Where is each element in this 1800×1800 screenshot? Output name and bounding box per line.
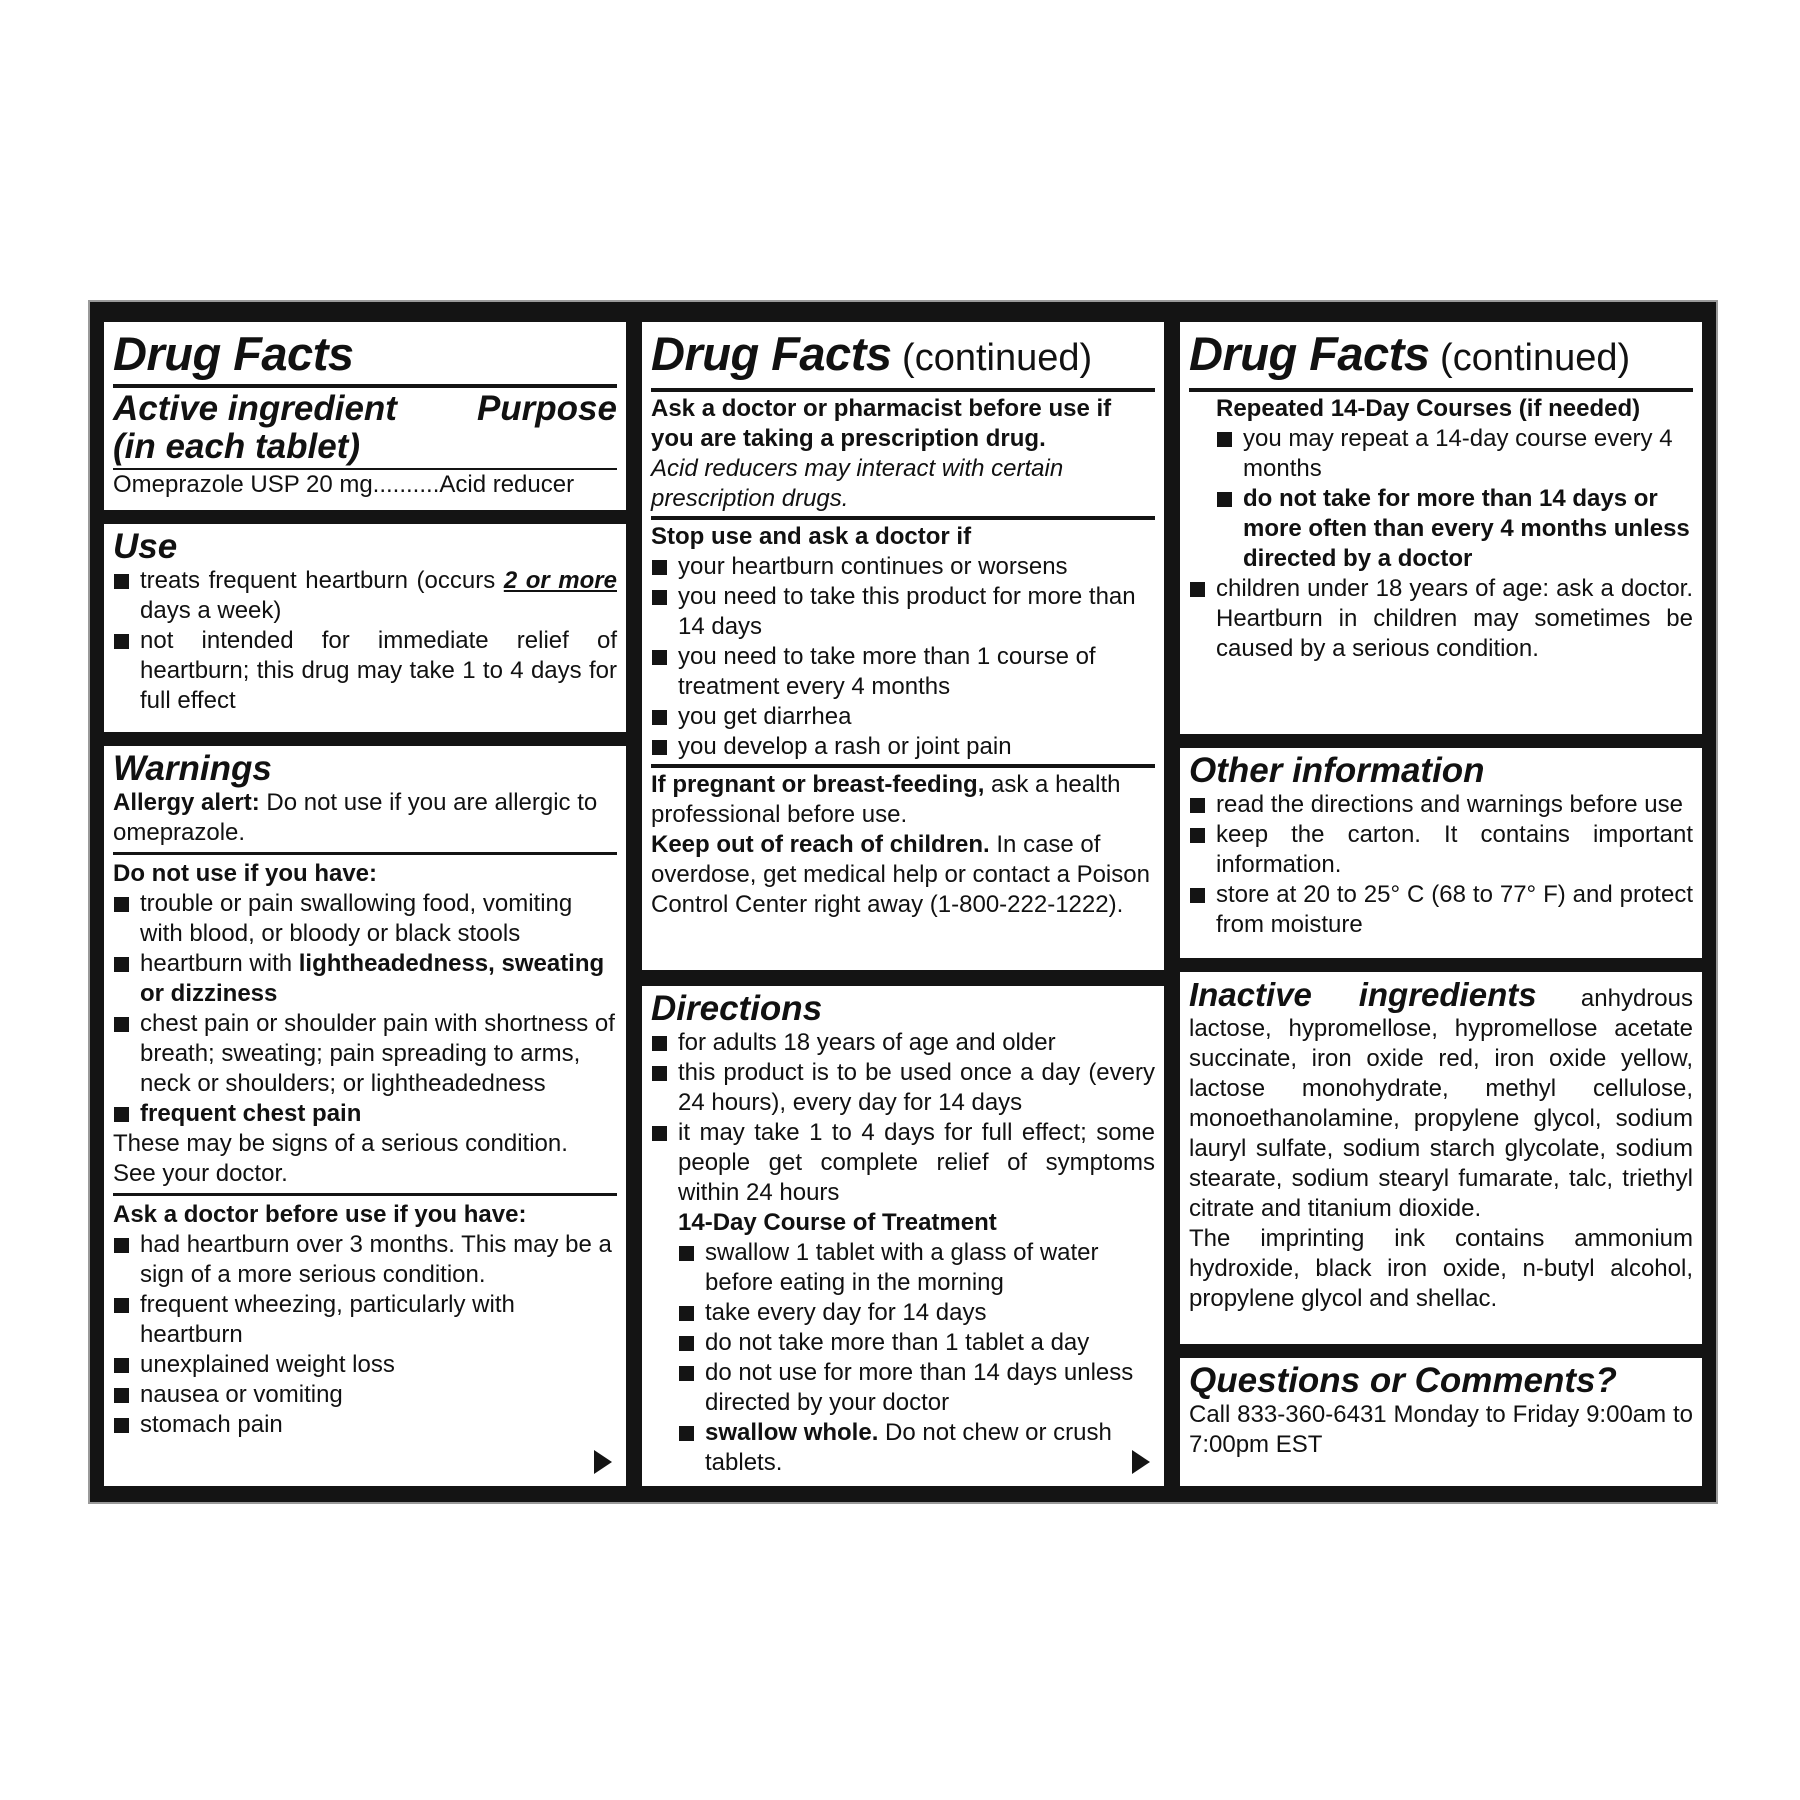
stop-use-heading: Stop use and ask a doctor if (651, 523, 972, 550)
use-heading: Use (113, 527, 178, 566)
list-item: trouble or pain swallowing food, vomiting with blood, or bloody or black stools (113, 889, 617, 949)
divider (113, 852, 617, 855)
use-panel (104, 524, 626, 732)
ask-pharmacist-text: Acid reducers may interact with certain prescription drugs. (651, 455, 1064, 512)
questions-heading: Questions or Comments? (1189, 1361, 1617, 1400)
divider (113, 384, 617, 388)
course-heading: 14-Day Course of Treatment (678, 1209, 997, 1236)
repeated-courses-heading: Repeated 14-Day Courses (if needed) (1216, 395, 1641, 422)
course-list (651, 1238, 1155, 1478)
serious-condition-note: These may be signs of a serious condition. See your doctor. (113, 1130, 568, 1187)
active-ingredient-heading: Active ingredient (113, 389, 397, 428)
list-item: stomach pain (113, 1410, 617, 1440)
questions-text: Call 833-360-6431 Monday to Friday 9:00am to 7:00pm EST (1189, 1401, 1693, 1458)
list-item: heartburn with lightheadedness, sweating or dizziness (113, 949, 617, 1009)
pregnant-note: If pregnant or breast-feeding, ask a health professional before use. (651, 771, 1121, 828)
list-item: your heartburn continues or worsens (651, 552, 1155, 582)
list-item: this product is to be used once a day (every 24 hours), every day for 14 days (651, 1058, 1155, 1118)
list-item: store at 20 to 25° C (68 to 77° F) and protect from moisture (1189, 880, 1693, 940)
active-ingredient-header (113, 390, 617, 466)
ask-doctor-heading: Ask a doctor before use if you have: (113, 1201, 527, 1228)
list-item: keep the carton. It contains important information. (1189, 820, 1693, 880)
list-item: frequent wheezing, particularly with heartburn (113, 1290, 617, 1350)
list-item: treats frequent heartburn (occurs 2 or more days a week) (113, 566, 617, 626)
inactive-ingredients-text: Inactive ingredients anhydrous lactose, hypromellose, hypromellose acetate succinate, iron oxide red, iron oxide yellow, lactose monohydrate, methyl cellulose, monoethanolamine, propylene glycol, sodium lauryl sulfate, sodium starch glycolate, sodium stearate, sodium stearyl fumarate, talc, triethyl citrate and titanium dioxide. (1189, 976, 1693, 1222)
active-ingredient-subheading: (in each tablet) (113, 427, 360, 466)
list-item: had heartburn over 3 months. This may be a sign of a more serious condition. (113, 1230, 617, 1290)
divider (1189, 388, 1693, 392)
drug-facts-title: Drug Facts (113, 327, 354, 380)
list-item: frequent chest pain (113, 1099, 617, 1129)
warnings-heading: Warnings (113, 749, 272, 788)
directions-list (651, 1028, 1155, 1208)
list-item: do not take for more than 14 days or more often than every 4 months unless directed by a doctor (1216, 484, 1693, 574)
other-information-panel (1180, 748, 1702, 958)
do-not-use-list (113, 889, 617, 1129)
ask-pharmacist-heading: Ask a doctor or pharmacist before use if you are taking a prescription drug. (651, 395, 1112, 452)
continue-arrow-icon (594, 1450, 612, 1474)
list-item: take every day for 14 days (678, 1298, 1155, 1328)
list-item: chest pain or shoulder pain with shortness of breath; sweating; pain spreading to arms, neck or shoulders; or lightheadedness (113, 1009, 617, 1099)
drug-facts-label (90, 302, 1716, 1502)
list-item: you develop a rash or joint pain (651, 732, 1155, 762)
list-item: you need to take this product for more than 14 days (651, 582, 1155, 642)
list-item: not intended for immediate relief of heartburn; this drug may take 1 to 4 days for full effect (113, 626, 617, 716)
list-item: do not take more than 1 tablet a day (678, 1328, 1155, 1358)
directions-heading: Directions (651, 989, 823, 1028)
divider (651, 764, 1155, 768)
active-ingredient-line: Omeprazole USP 20 mg..........Acid reducer (113, 471, 575, 498)
children-list (1189, 574, 1693, 664)
drug-facts-continued-title: Drug Facts (continued) (1189, 327, 1631, 380)
repeated-courses-panel (1180, 322, 1702, 734)
other-information-list (1189, 790, 1693, 940)
list-item: swallow whole. Do not chew or crush tablets. (678, 1418, 1155, 1478)
list-item: nausea or vomiting (113, 1380, 617, 1410)
other-information-heading: Other information (1189, 751, 1485, 790)
list-item: you may repeat a 14-day course every 4 months (1216, 424, 1693, 484)
list-item: unexplained weight loss (113, 1350, 617, 1380)
stop-use-list (651, 552, 1155, 762)
purpose-heading: Purpose (476, 389, 617, 428)
inactive-ingredients-panel (1180, 972, 1702, 1344)
do-not-use-heading: Do not use if you have: (113, 860, 378, 887)
keep-out-of-reach-note: Keep out of reach of children. In case of overdose, get medical help or contact a Poison Control Center right away (1-800-222-1222). (651, 831, 1150, 918)
divider (651, 388, 1155, 392)
list-item: children under 18 years of age: ask a doctor. Heartburn in children may sometimes be caused by a serious condition. (1189, 574, 1693, 664)
inactive-ingredients-heading: Inactive ingredients (1189, 976, 1537, 1013)
repeated-courses-list (1189, 424, 1693, 574)
imprinting-ink-text: The imprinting ink contains ammonium hydroxide, black iron oxide, n-butyl alcohol, propylene glycol and shellac. (1189, 1225, 1693, 1312)
list-item: you need to take more than 1 course of treatment every 4 months (651, 642, 1155, 702)
drug-facts-continued-title: Drug Facts (continued) (651, 327, 1093, 380)
list-item: do not use for more than 14 days unless directed by your doctor (678, 1358, 1155, 1418)
warnings-panel (104, 746, 626, 1486)
divider (651, 516, 1155, 520)
divider (113, 1193, 617, 1196)
ask-doctor-pharmacist-panel (642, 322, 1164, 970)
ask-doctor-list (113, 1230, 617, 1440)
use-list (113, 566, 617, 716)
active-ingredient-panel (104, 322, 626, 510)
questions-panel (1180, 1358, 1702, 1486)
list-item: read the directions and warnings before use (1189, 790, 1693, 820)
list-item: for adults 18 years of age and older (651, 1028, 1155, 1058)
list-item: swallow 1 tablet with a glass of water before eating in the morning (678, 1238, 1155, 1298)
directions-panel (642, 986, 1164, 1486)
allergy-alert: Allergy alert: Do not use if you are allergic to omeprazole. (113, 789, 598, 846)
list-item: you get diarrhea (651, 702, 1155, 732)
list-item: it may take 1 to 4 days for full effect; some people get complete relief of symptoms within 24 hours (651, 1118, 1155, 1208)
continue-arrow-icon (1132, 1450, 1150, 1474)
